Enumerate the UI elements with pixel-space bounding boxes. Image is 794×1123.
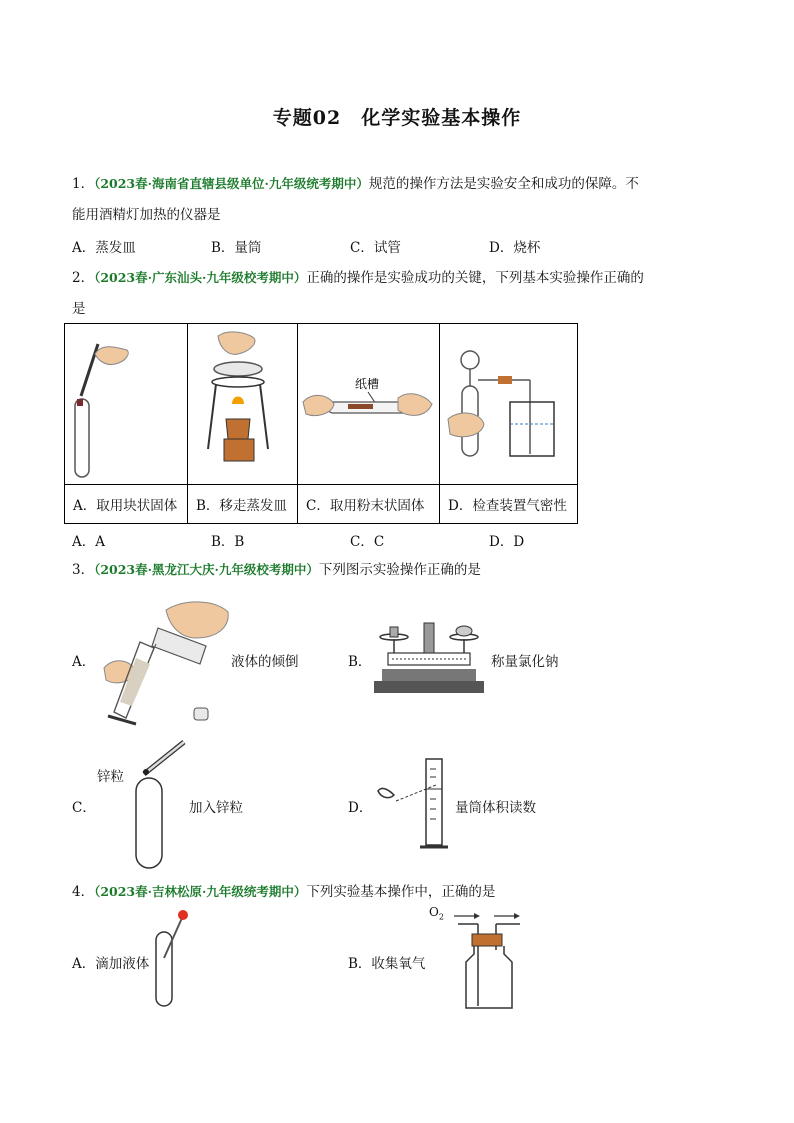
question-3: [72, 554, 722, 586]
caption-b: B．移走蒸发皿: [188, 485, 298, 524]
option-d[interactable]: D．烧杯: [489, 240, 541, 256]
caption-a: A．取用块状固体: [65, 485, 188, 524]
question-number: 3．: [72, 562, 95, 578]
question-stem-cont: 能用酒精灯加热的仪器是: [72, 207, 221, 223]
collect-oxygen-figure: [450, 910, 530, 1012]
q1-options: [72, 236, 540, 256]
option-c-letter[interactable]: C．: [72, 800, 96, 816]
figure-a-cell: [65, 324, 188, 485]
figure-b-cell: [188, 324, 298, 485]
option-d-text: 量筒体积读数: [455, 800, 536, 816]
option-a[interactable]: A．A: [72, 534, 105, 550]
question-source: （2023春·海南省直辖县级单位·九年级统考期中）: [94, 176, 369, 191]
q4-option-a[interactable]: A．滴加液体: [72, 956, 150, 972]
question-stem-cont: 是: [72, 301, 86, 317]
question-source: （2023春·吉林松原·九年级统考期中）: [94, 884, 307, 899]
q2-figure-table: [64, 323, 578, 524]
page-title: 专题02 化学实验基本操作: [272, 107, 522, 129]
move-evaporating-dish-figure: [188, 324, 297, 480]
caption-d: D．检查装置气密性: [440, 485, 578, 524]
option-b[interactable]: B．B: [211, 534, 245, 550]
paper-trough-label: 纸槽: [355, 377, 380, 391]
oxygen-label: [429, 905, 444, 921]
question-1: [72, 168, 722, 231]
caption-c: C．取用粉末状固体: [298, 485, 440, 524]
question-stem: 下列图示实验操作正确的是: [318, 562, 481, 578]
option-c[interactable]: C．C: [350, 534, 385, 550]
option-b[interactable]: B．量筒: [211, 240, 262, 256]
option-c-text: 加入锌粒: [189, 800, 243, 816]
question-source: （2023春·广东汕头·九年级校考期中）: [94, 270, 307, 285]
cylinder-reading-figure: [374, 755, 454, 851]
question-4: [72, 876, 722, 908]
dropping-liquid-figure: [150, 908, 190, 1008]
question-number: 2．: [72, 270, 95, 286]
question-source: （2023春·黑龙江大庆·九年级校考期中）: [94, 562, 319, 577]
question-stem: 下列实验基本操作中，正确的是: [306, 884, 496, 900]
option-a-letter[interactable]: A．: [72, 654, 96, 670]
option-d[interactable]: D．D: [489, 534, 525, 550]
question-2: [72, 262, 722, 325]
oxygen-subscript: 2: [438, 912, 444, 922]
option-a-text: 液体的倾倒: [231, 654, 299, 670]
figure-c-cell: [298, 324, 440, 485]
option-a[interactable]: A．蒸发皿: [72, 240, 136, 256]
q4-option-b[interactable]: B．收集氧气: [348, 956, 426, 972]
option-d-letter[interactable]: D．: [348, 800, 373, 816]
liquid-pouring-figure: [96, 598, 246, 733]
add-zinc-figure: [130, 736, 190, 872]
take-block-solid-figure: [65, 324, 187, 480]
question-stem: 规范的操作方法是实验安全和成功的保障。不: [368, 176, 639, 192]
option-b-letter[interactable]: B．: [348, 654, 372, 670]
figure-d-cell: [440, 324, 578, 485]
zinc-granule-tag: 锌粒: [97, 769, 124, 785]
balance-weighing-figure: [374, 617, 484, 695]
option-c[interactable]: C．试管: [350, 240, 401, 256]
oxygen-symbol: O: [429, 905, 439, 919]
option-b-text: 称量氯化钠: [491, 654, 559, 670]
take-powder-solid-figure: [298, 324, 439, 480]
question-number: 4．: [72, 884, 95, 900]
question-number: 1．: [72, 176, 95, 192]
q2-options: [72, 530, 524, 550]
question-stem: 正确的操作是实验成功的关键，下列基本实验操作正确的: [306, 270, 644, 286]
check-airtightness-figure: [440, 324, 577, 480]
